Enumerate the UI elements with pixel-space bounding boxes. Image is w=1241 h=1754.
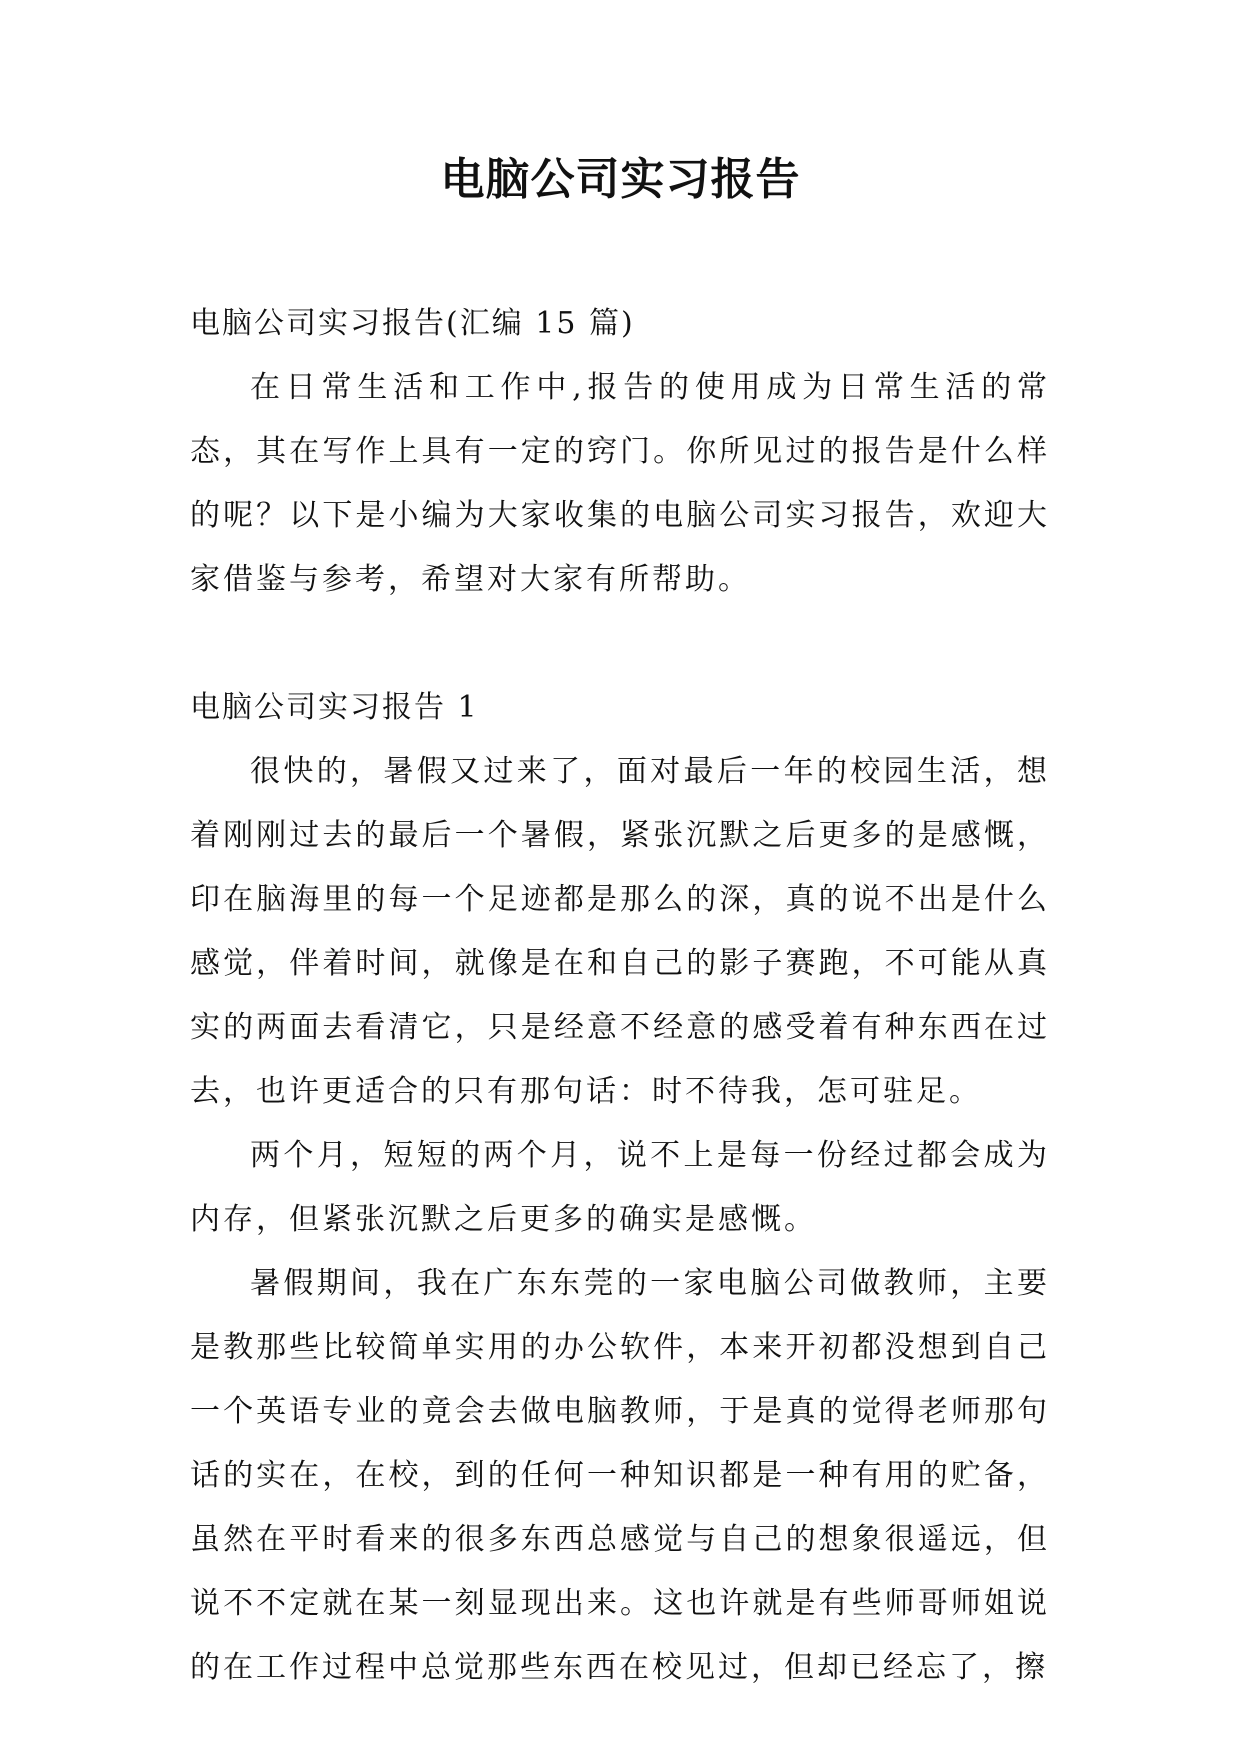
document-title: 电脑公司实习报告 (440, 154, 801, 205)
section-gap (190, 612, 1050, 676)
body-paragraph-1: 很快的，暑假又过来了，面对最后一年的校园生活，想着刚刚过去的最后一个暑假，紧张沉默之后更多的是感慨，印在脑海里的每一个足迹都是那么的深，真的说不出是什么感觉，伴着时间，就像是在和自己的影子赛跑，不可能从真实的两面去看清它，只是经意不经意的感受着有种东西在过去，也许更适合的只有那句话：时不待我，怎可驻足。 (190, 754, 1050, 1109)
intro-paragraph: 在日常生活和工作中,报告的使用成为日常生活的常态，其在写作上具有一定的窍门。你所见过的报告是什么样的呢？以下是小编为大家收集的电脑公司实习报告，欢迎大家借鉴与参考，希望对大家有所帮助。 (190, 370, 1050, 597)
body-paragraph-2: 两个月，短短的两个月，说不上是每一份经过都会成为内存，但紧张沉默之后更多的确实是感慨。 (190, 1138, 1050, 1237)
document-body (190, 292, 1050, 1700)
section-heading: 电脑公司实习报告 1 (190, 690, 479, 725)
document-subtitle: 电脑公司实习报告(汇编 15 篇) (190, 306, 635, 341)
body-paragraph-3: 暑假期间，我在广东东莞的一家电脑公司做教师，主要是教那些比较简单实用的办公软件，本来开初都没想到自己一个英语专业的竟会去做电脑教师，于是真的觉得老师那句话的实在，在校，到的任何一种知识都是一种有用的贮备，虽然在平时看来的很多东西总感觉与自己的想象很遥远，但说不不定就在某一刻显现出来。这也许就是有些师哥师姐说的在工作过程中总觉那些东西在校见过，但却已经忘了，擦 (190, 1266, 1050, 1685)
